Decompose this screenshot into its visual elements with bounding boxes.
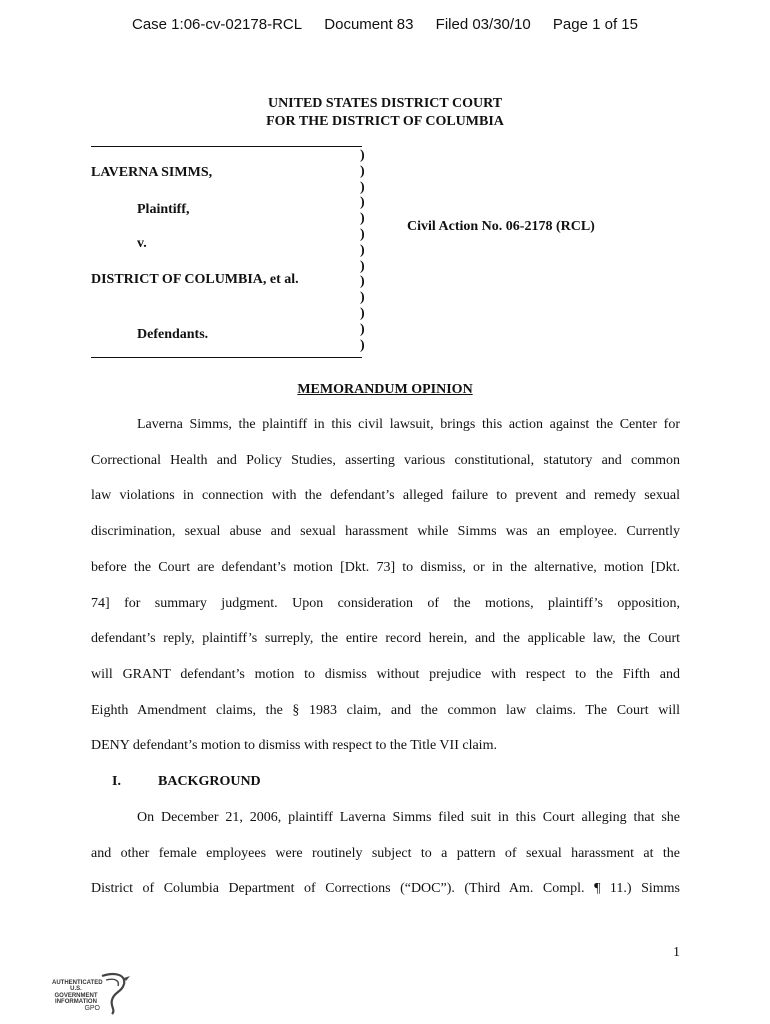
body-line: 74] for summary judgment. Upon consideration of the motions, plaintiff’s opposition, (91, 596, 680, 611)
defendant-role: Defendants. (137, 327, 209, 342)
caption-paren: ) (360, 290, 365, 306)
gpo-seal-line: AUTHENTICATED (52, 980, 103, 986)
defendant-name: DISTRICT OF COLUMBIA, et al. (91, 272, 299, 287)
court-name-line2: FOR THE DISTRICT OF COLUMBIA (266, 114, 504, 129)
civil-action-number: Civil Action No. 06-2178 (RCL) (407, 219, 595, 234)
body-line: before the Court are defendant’s motion [Dkt. 73] to dismiss, or in the alternative, motion [Dkt. (91, 560, 680, 575)
caption-paren: ) (360, 337, 365, 353)
section-title: BACKGROUND (158, 774, 261, 789)
caption-paren: ) (360, 163, 365, 179)
caption-paren: ) (360, 321, 365, 337)
caption-paren: ) (360, 226, 365, 242)
caption-paren: ) (360, 195, 365, 211)
page-indicator: Page 1 of 15 (552, 16, 638, 33)
section-number: I. (112, 774, 121, 789)
caption-bottom-rule (91, 357, 362, 358)
caption-paren: ) (360, 305, 365, 321)
body-line: District of Columbia Department of Corrections (“DOC”). (Third Am. Compl. ¶ 11.) Simms (91, 881, 680, 896)
gpo-seal-text (52, 980, 103, 1012)
body-line: law violations in connection with the defendant’s alleged failure to prevent and remedy sexual (91, 488, 680, 503)
body-line: On December 21, 2006, plaintiff Laverna Simms filed suit in this Court alleging that she (137, 810, 680, 825)
caption-paren: ) (360, 148, 365, 163)
caption-paren: ) (360, 179, 365, 195)
caption-paren: ) (360, 211, 365, 227)
gpo-seal-line: GPO (84, 1004, 100, 1012)
gpo-seal-line: INFORMATION (55, 999, 97, 1006)
body-line: and other female employees were routinely subject to a pattern of sexual harassment at the (91, 846, 680, 861)
ecf-header (0, 16, 770, 33)
body-line: Correctional Health and Policy Studies, asserting various constitutional, statutory and common (91, 453, 680, 468)
plaintiff-name: LAVERNA SIMMS, (91, 165, 213, 180)
gpo-authentication-seal (40, 970, 140, 1016)
body-line: will GRANT defendant’s motion to dismiss without prejudice with respect to the Fifth and (91, 667, 680, 682)
body-line: DENY defendant’s motion to dismiss with respect to the Title VII claim. (91, 738, 497, 753)
opinion-title: MEMORANDUM OPINION (297, 382, 473, 397)
filed-date: Filed 03/30/10 (435, 16, 531, 33)
page-number: 1 (673, 945, 680, 960)
versus: v. (137, 236, 147, 251)
document-number: Document 83 (324, 16, 414, 33)
caption-paren: ) (360, 274, 365, 290)
body-line: Laverna Simms, the plaintiff in this civil lawsuit, brings this action against the Center for (137, 417, 680, 432)
case-number: Case 1:06-cv-02178-RCL (132, 16, 303, 33)
body-line: defendant’s reply, plaintiff’s surreply, the entire record herein, and the applicable law, the Court (91, 631, 680, 646)
gpo-seal-line: U.S. GOVERNMENT (54, 986, 98, 999)
body-line: Eighth Amendment claims, the § 1983 claim, and the common law claims. The Court will (91, 703, 680, 718)
court-name-line1: UNITED STATES DISTRICT COURT (267, 96, 503, 111)
caption-paren: ) (360, 242, 365, 258)
caption-paren: ) (360, 258, 365, 274)
caption-paren-column (360, 148, 365, 353)
plaintiff-role: Plaintiff, (137, 202, 190, 217)
caption-top-rule (91, 146, 362, 147)
body-line: discrimination, sexual abuse and sexual harassment while Simms was an employee. Currently (91, 524, 680, 539)
